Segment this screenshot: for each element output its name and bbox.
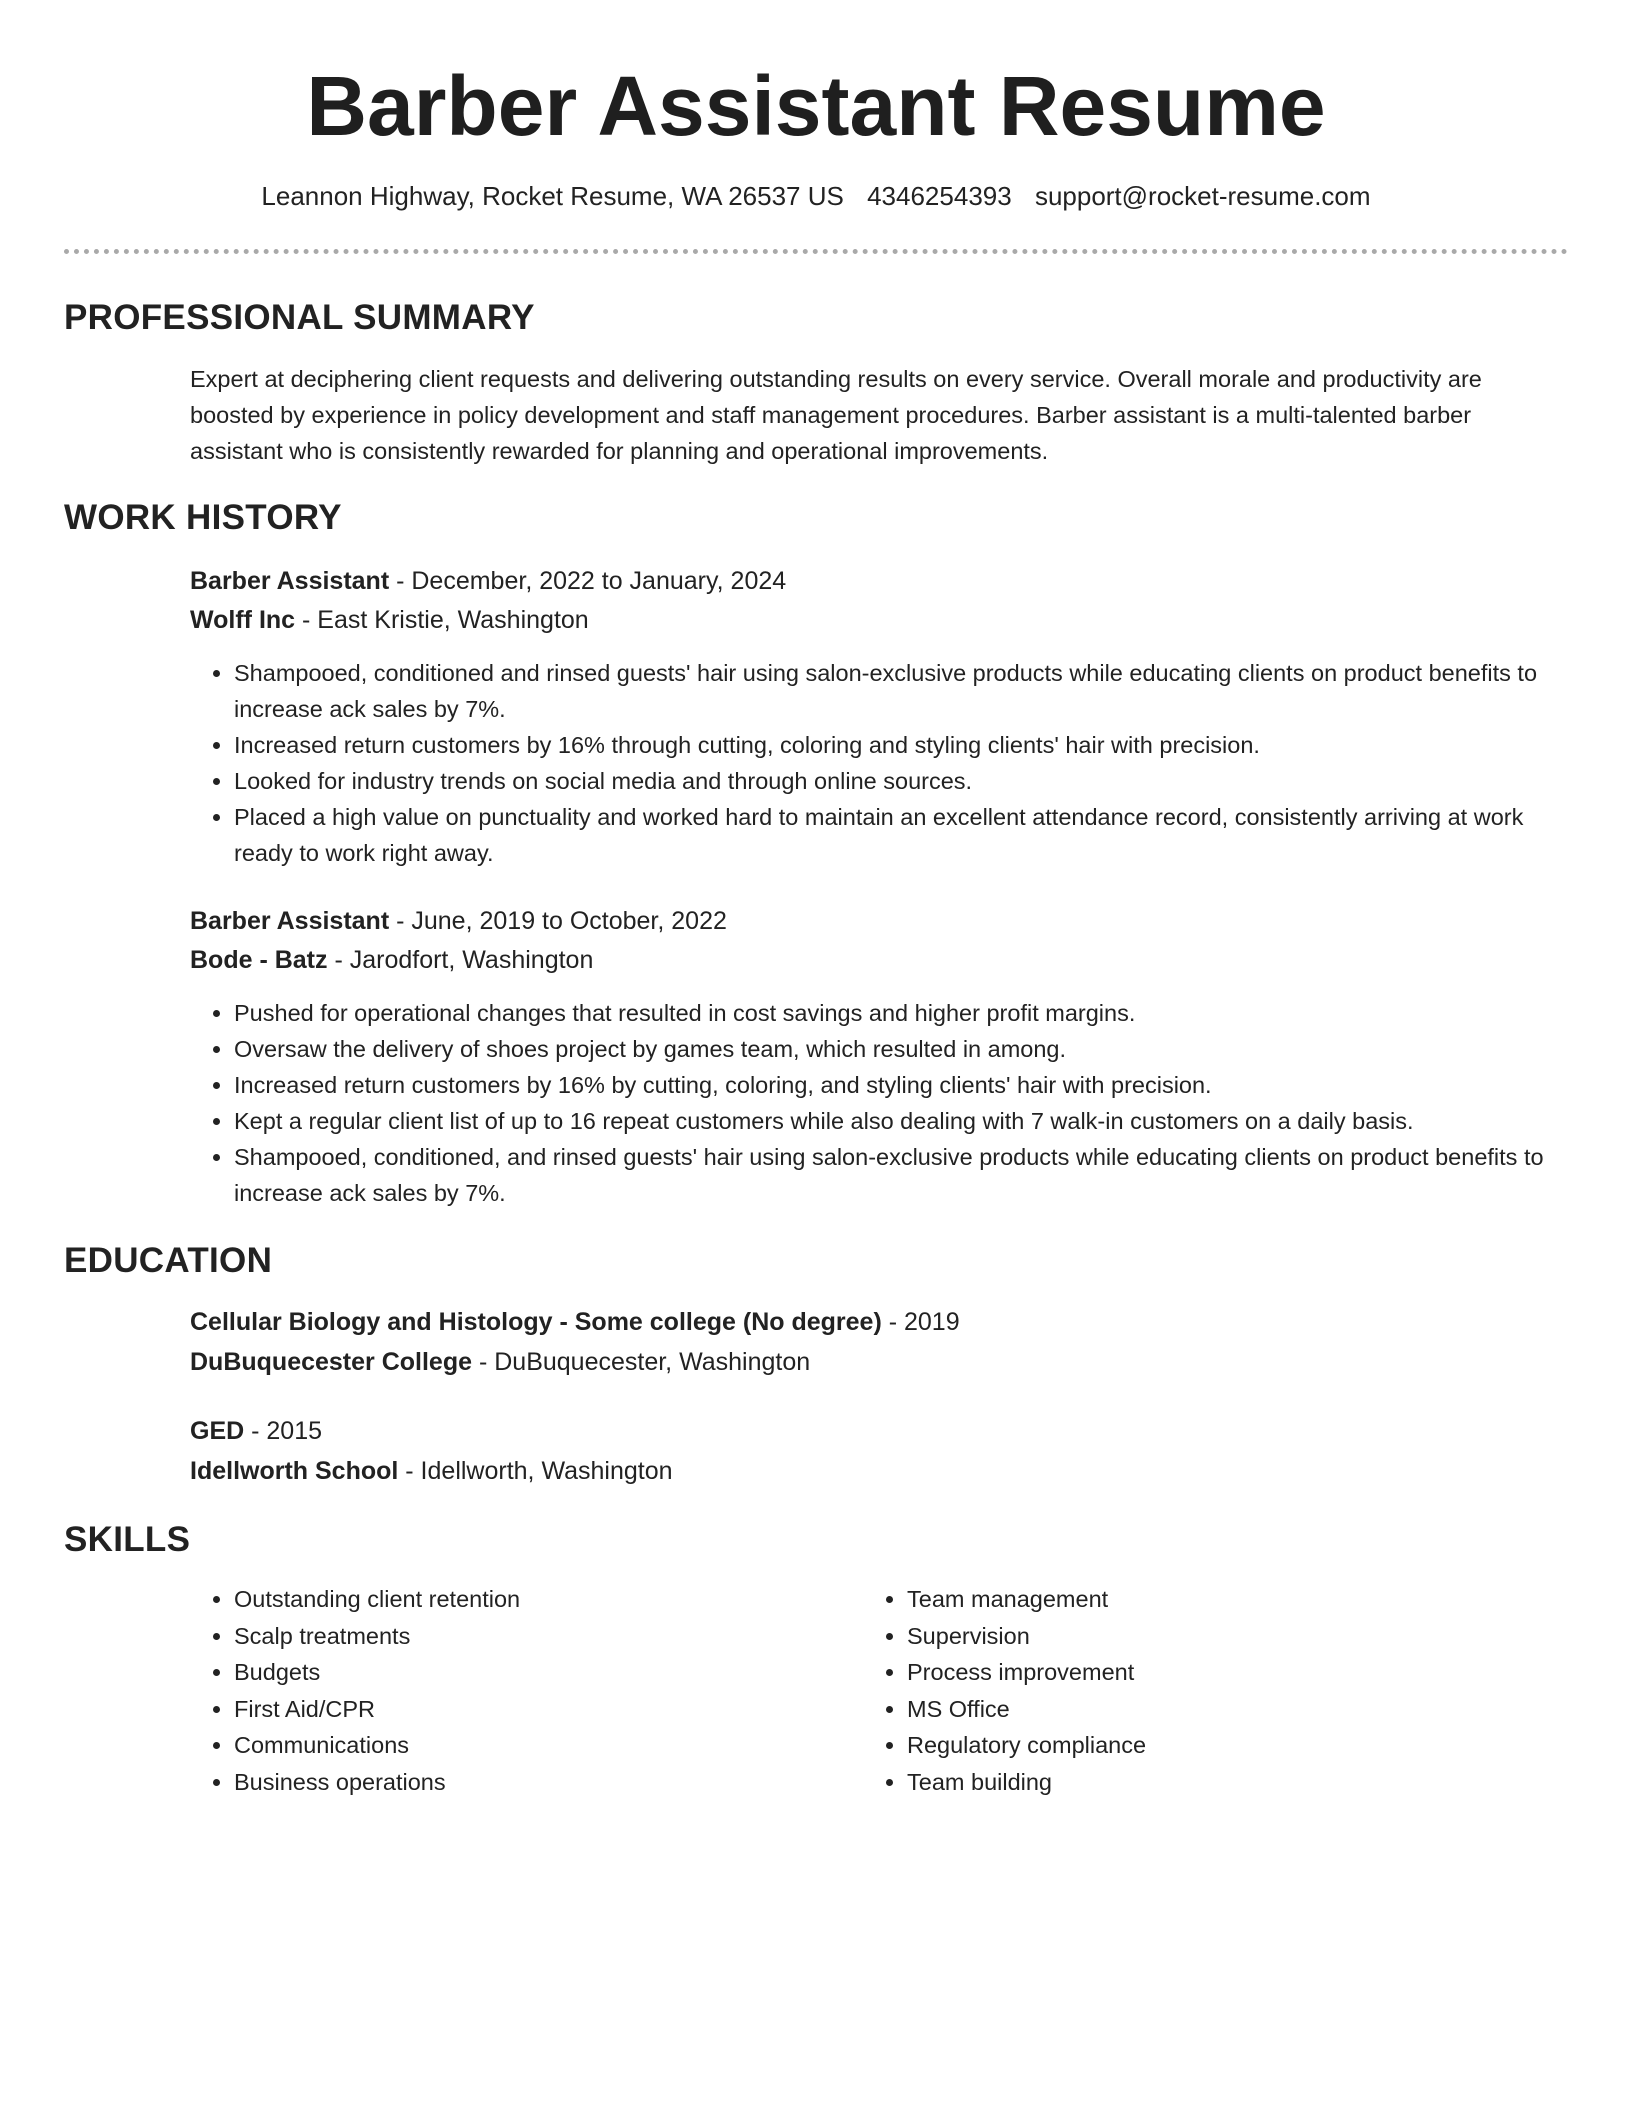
skill-item: • Budgets — [234, 1654, 830, 1691]
job-2-company-line — [190, 942, 593, 978]
education-2-school: Idellworth School — [190, 1457, 399, 1485]
header-divider — [64, 249, 1568, 254]
list-item: • Placed a high value on punctuality and worked hard to maintain an excellent attendance record, consistently arriving at work ready to work right away. — [234, 799, 1570, 871]
skills-heading: SKILLS — [64, 1520, 191, 1559]
contact-email: support@rocket-resume.com — [1034, 181, 1371, 211]
list-item: • Looked for industry trends on social media and through online sources. — [234, 763, 1570, 799]
education-2-school-line — [190, 1453, 673, 1489]
skill-item: • Business operations — [234, 1764, 830, 1801]
work-history-heading: WORK HISTORY — [64, 498, 342, 537]
job-2-dates: - June, 2019 to October, 2022 — [389, 907, 727, 935]
skill-item: • Communications — [234, 1727, 830, 1764]
job-1-dates: - December, 2022 to January, 2024 — [389, 567, 787, 595]
list-item: • Increased return customers by 16% through cutting, coloring and styling clients' hair with precision. — [234, 727, 1570, 763]
contact-line — [0, 180, 1632, 212]
job-1-title-line — [190, 563, 786, 599]
education-1-school-line — [190, 1344, 810, 1380]
list-item: • Shampooed, conditioned and rinsed guests' hair using salon-exclusive products while educating clients on product benefits to increase ack sales by 7%. — [234, 655, 1570, 727]
list-item: • Oversaw the delivery of shoes project by games team, which resulted in among. — [234, 1031, 1570, 1067]
skill-item: • Supervision — [907, 1618, 1503, 1655]
education-2-location: - Idellworth, Washington — [398, 1457, 673, 1485]
job-2-title-line — [190, 903, 727, 939]
education-1-degree-line — [190, 1304, 960, 1340]
education-1-year: - 2019 — [881, 1308, 960, 1336]
education-2-degree-line — [190, 1413, 322, 1449]
job-2-title: Barber Assistant — [190, 907, 390, 935]
job-2-location: - Jarodfort, Washington — [327, 946, 594, 974]
summary-text: Expert at deciphering client requests and delivering outstanding results on every service. Overall morale and productivity are boosted by experience in policy development and staff management procedures. Barber assistant is a multi-talented barber assistant who is consistently rewarded for planning and operational improvements. — [190, 366, 1482, 464]
list-item: • Pushed for operational changes that resulted in cost savings and higher profit margins. — [234, 995, 1570, 1031]
contact-phone: 4346254393 — [867, 181, 1012, 211]
job-1-company: Wolff Inc — [190, 606, 296, 634]
education-2-year: - 2015 — [244, 1417, 323, 1445]
education-2-degree: GED — [190, 1417, 245, 1445]
job-1-company-line — [190, 602, 589, 638]
skill-item: • Team building — [907, 1764, 1503, 1801]
job-1-location: - East Kristie, Washington — [295, 606, 589, 634]
education-1-location: - DuBuquecester, Washington — [472, 1348, 811, 1376]
skill-item: • First Aid/CPR — [234, 1691, 830, 1728]
skills-left-column — [190, 1581, 830, 1800]
job-1-bullets — [190, 655, 1570, 871]
skill-item: • MS Office — [907, 1691, 1503, 1728]
list-item: • Increased return customers by 16% by cutting, coloring, and styling clients' hair with precision. — [234, 1067, 1570, 1103]
job-2-bullets — [190, 995, 1570, 1211]
job-1-title: Barber Assistant — [190, 567, 390, 595]
education-heading: EDUCATION — [64, 1241, 273, 1280]
list-item: • Shampooed, conditioned, and rinsed guests' hair using salon-exclusive products while educating clients on product benefits to increase ack sales by 7%. — [234, 1139, 1570, 1211]
skill-item: • Scalp treatments — [234, 1618, 830, 1655]
education-1-school: DuBuquecester College — [190, 1348, 473, 1376]
skill-item: • Team management — [907, 1581, 1503, 1618]
skill-item: • Outstanding client retention — [234, 1581, 830, 1618]
skill-item: • Regulatory compliance — [907, 1727, 1503, 1764]
contact-address: Leannon Highway, Rocket Resume, WA 26537 US — [261, 181, 844, 211]
list-item: • Kept a regular client list of up to 16 repeat customers while also dealing with 7 walk-in customers on a daily basis. — [234, 1103, 1570, 1139]
job-2-company: Bode - Batz — [190, 946, 328, 974]
skills-right-column — [863, 1581, 1503, 1800]
education-1-degree: Cellular Biology and Histology - Some college (No degree) — [190, 1308, 882, 1336]
skill-item: • Process improvement — [907, 1654, 1503, 1691]
resume-title: Barber Assistant Resume — [306, 59, 1326, 153]
summary-heading: PROFESSIONAL SUMMARY — [64, 298, 535, 337]
